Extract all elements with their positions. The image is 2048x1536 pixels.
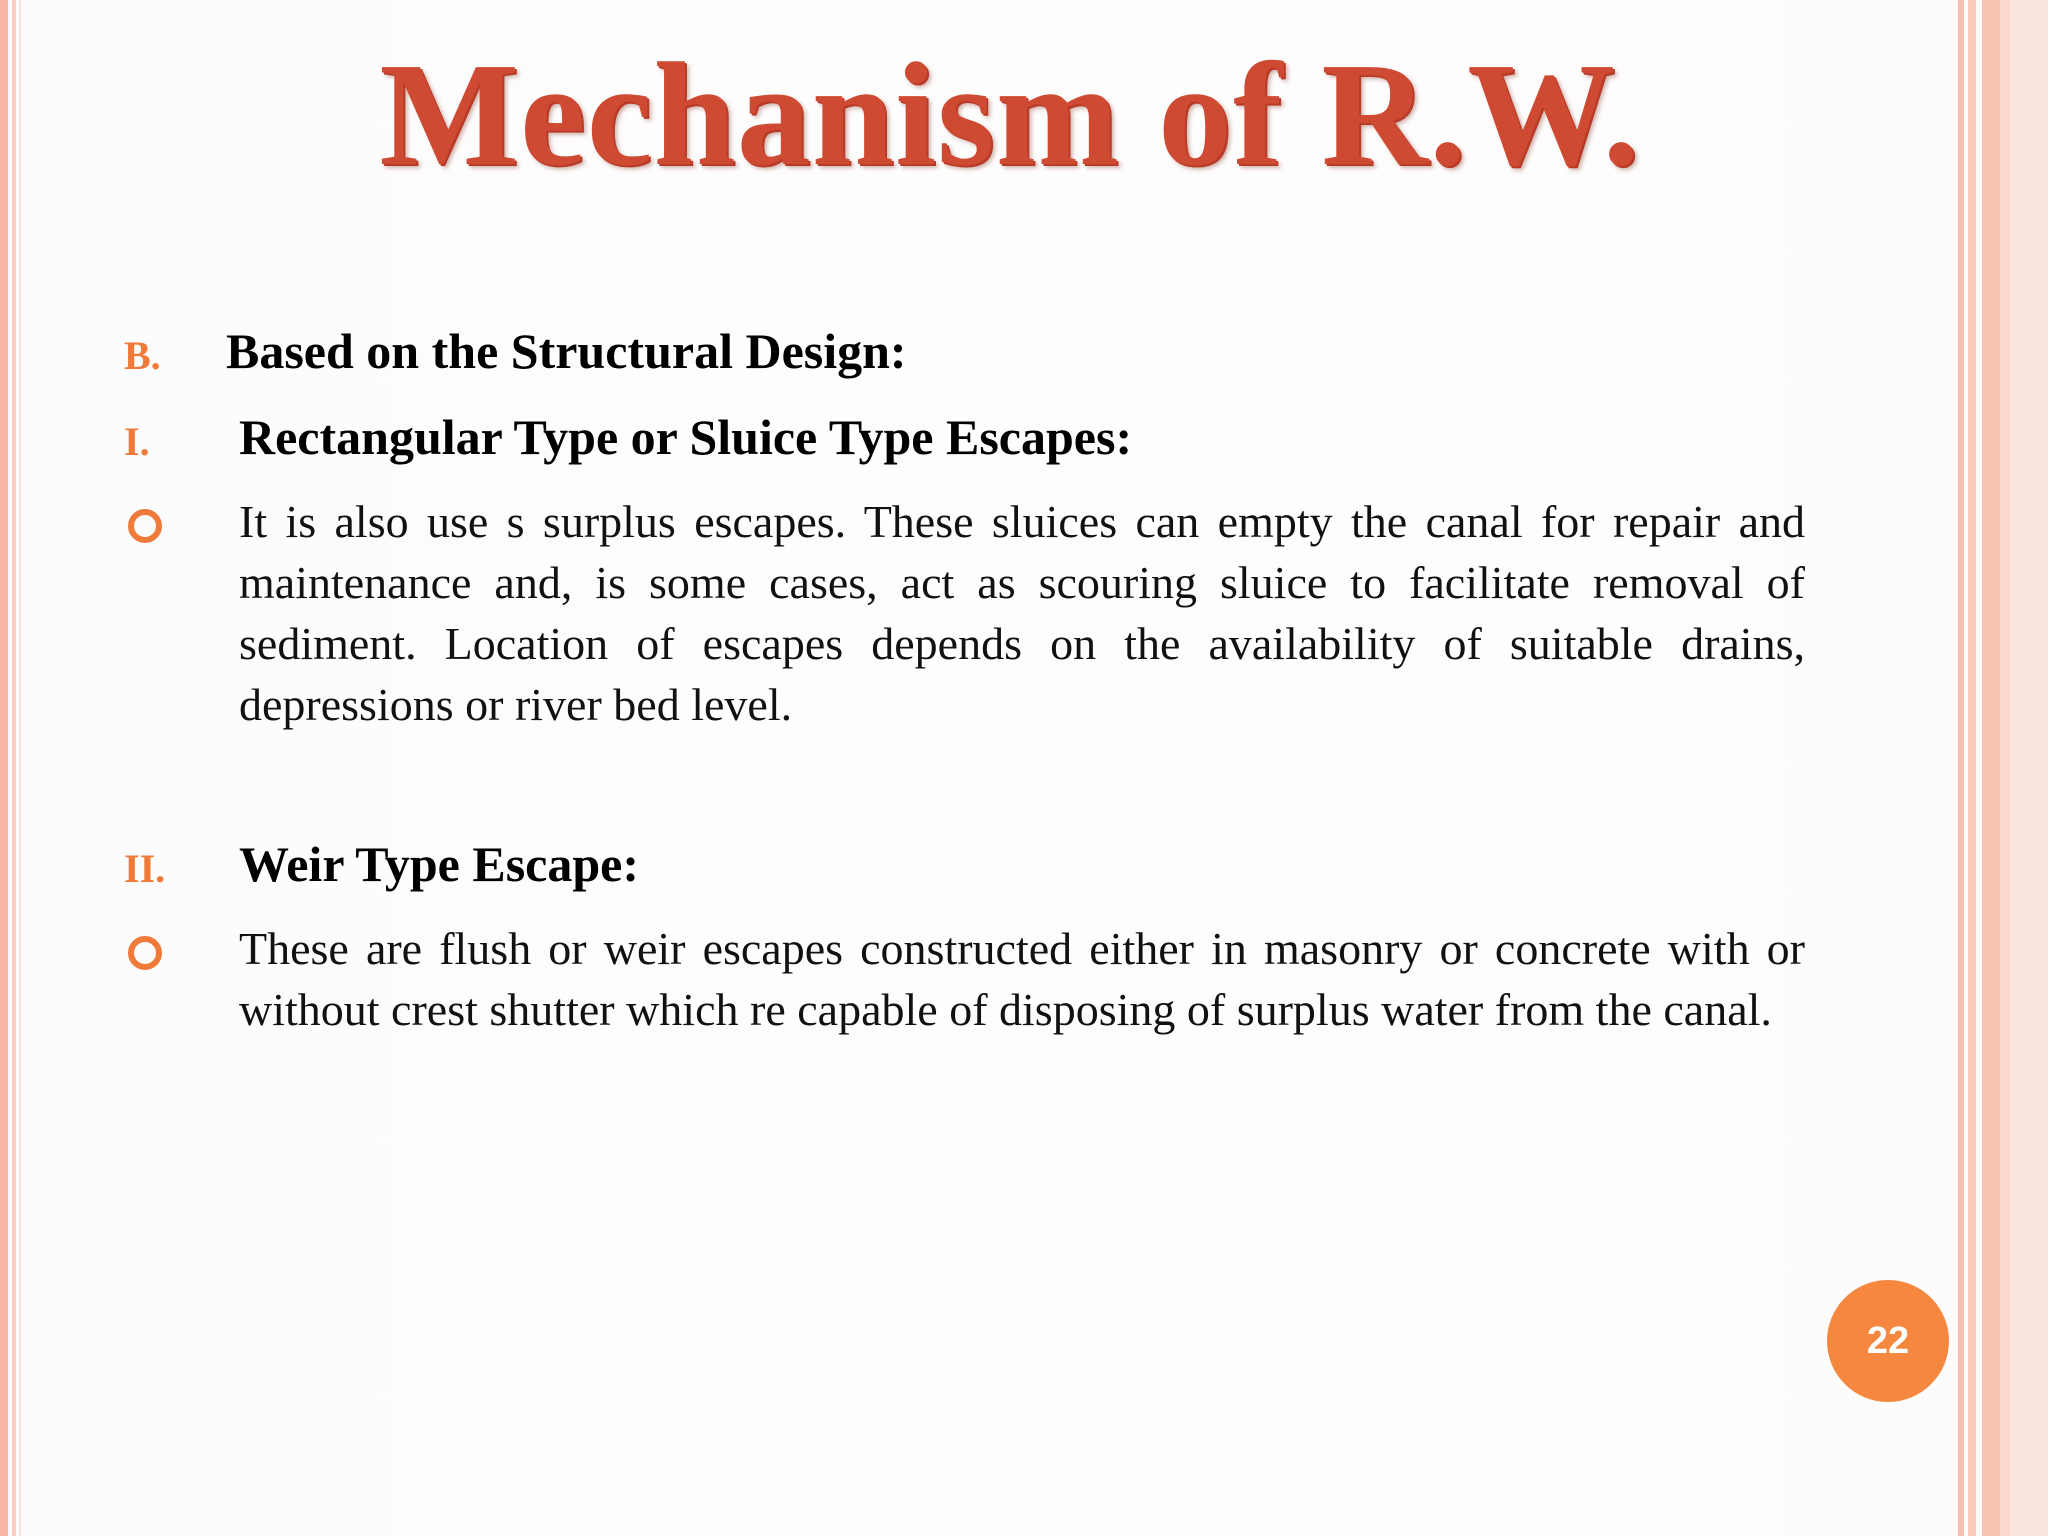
section-marker-ii: II. [124,846,166,891]
slide-title: Mechanism of R.W. [379,33,1641,197]
section-heading-rectangular-type: Rectangular Type or Sluice Type Escapes: [239,409,1133,465]
paragraph-rectangular-type: It is also use s surplus escapes. These sluices can empty the canal for repair and maintenance and, is some cases, act as scouring sluice to facilitate removal of sediment. Location of escapes depends on the availability of suitable drains, depressions or river bed level. [239,496,1805,730]
section-heading-weir-type: Weir Type Escape: [239,836,639,892]
right-border-stripe [1958,0,1964,1536]
page-number-badge: 22 [1827,1280,1949,1402]
section-marker-b: B. [124,333,161,378]
left-border-stripe [0,0,8,1536]
hollow-circle-icon [128,936,162,970]
paragraph-weir-type: These are flush or weir escapes constructed either in masonry or concrete with or without crest shutter which re capable of disposing of surplus water from the canal. [239,923,1805,1035]
right-border-stripe [1968,0,1976,1536]
section-heading-structural-design: Based on the Structural Design: [226,323,907,379]
hollow-circle-icon [128,509,162,543]
right-border-stripe [2010,0,2048,1536]
right-border-stripe [1982,0,2000,1536]
left-border-stripe [19,0,21,1536]
section-marker-i: I. [124,419,150,464]
right-border-stripe [2000,0,2010,1536]
left-border-stripe [12,0,16,1536]
